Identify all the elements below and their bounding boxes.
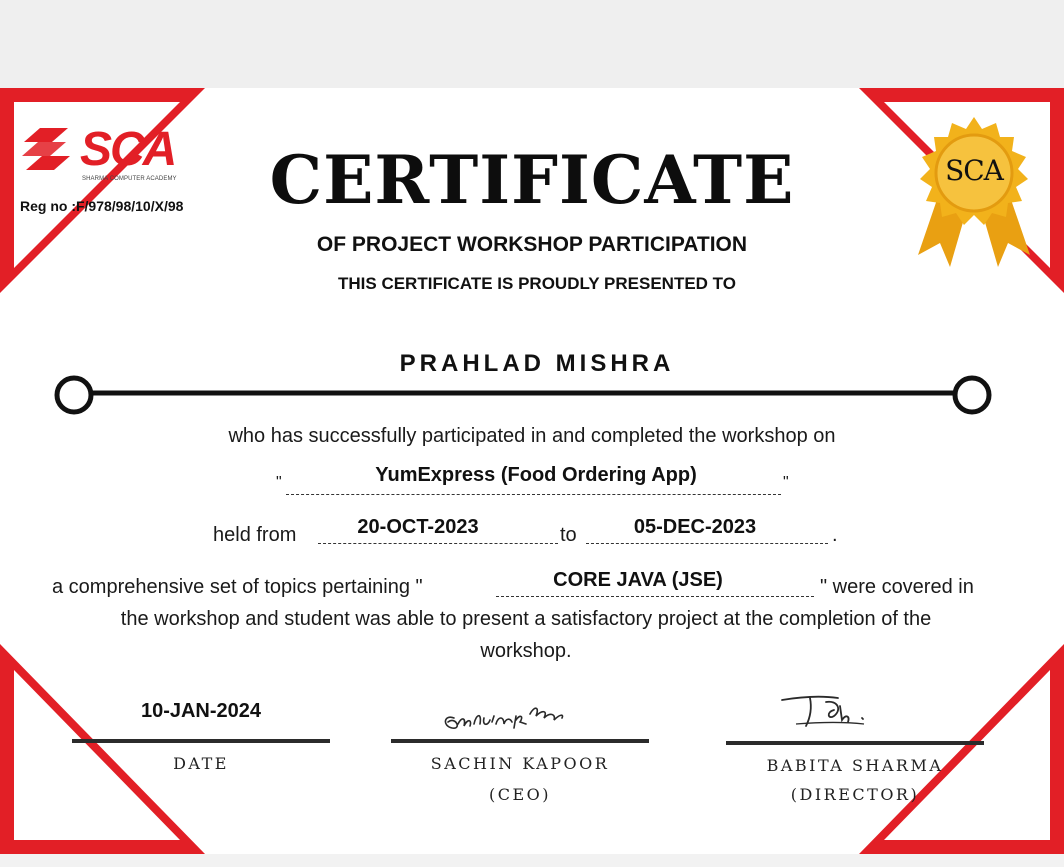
registration-number: Reg no :F/978/98/10/X/98 <box>20 198 184 214</box>
participation-statement: who has successfully participated in and completed the workshop on <box>228 425 836 447</box>
certificate-subtitle: OF PROJECT WORKSHOP PARTICIPATION <box>316 233 748 256</box>
bottom-margin <box>0 854 1064 867</box>
director-role: (DIRECTOR) <box>790 785 920 804</box>
recipient-name: PRAHLAD MISHRA <box>399 350 675 377</box>
topic-name: CORE JAVA (JSE) <box>553 569 723 591</box>
logo-wordmark: SCA <box>80 123 176 176</box>
seal-text: SCA <box>945 154 1003 187</box>
end-date: 05-DEC-2023 <box>633 516 757 538</box>
certificate-title: CERTIFICATE <box>269 141 795 219</box>
recipient-divider <box>52 373 996 417</box>
project-name: YumExpress (Food Ordering App) <box>375 464 697 486</box>
to-label: to <box>560 524 577 546</box>
project-underline <box>286 494 781 495</box>
director-name: BABITA SHARMA <box>766 756 944 775</box>
end-mark: . <box>832 524 838 546</box>
date-line <box>72 739 330 743</box>
start-date-underline <box>318 543 558 544</box>
director-signature <box>776 686 896 736</box>
topics-suffix: " were covered in <box>820 576 974 598</box>
issue-date: 10-JAN-2024 <box>140 700 262 722</box>
topic-underline <box>496 596 814 597</box>
ceo-role: (CEO) <box>488 785 552 804</box>
date-label: DATE <box>173 754 229 773</box>
topics-line-3: workshop. <box>480 640 572 662</box>
ceo-signature <box>432 688 602 736</box>
corner-decoration-bottom-left <box>0 640 210 854</box>
end-date-underline <box>586 543 828 544</box>
project-line <box>276 462 796 502</box>
start-date: 20-OCT-2023 <box>357 516 479 538</box>
project-open-quote: " <box>276 474 282 491</box>
presented-line: THIS CERTIFICATE IS PROUDLY PRESENTED TO <box>338 274 736 293</box>
topics-prefix: a comprehensive set of topics pertaining " <box>52 576 423 598</box>
topics-line-2: the workshop and student was able to present a satisfactory project at the completion of the <box>120 608 932 630</box>
director-signature-line <box>726 741 984 745</box>
logo-subtitle: SHARMA COMPUTER ACADEMY <box>82 176 177 182</box>
held-from-label: held from <box>213 524 297 546</box>
ceo-name: SACHIN KAPOOR <box>430 754 610 773</box>
corner-decoration-bottom-right <box>854 640 1064 854</box>
ceo-signature-line <box>391 739 649 743</box>
project-close-quote: " <box>783 474 789 491</box>
